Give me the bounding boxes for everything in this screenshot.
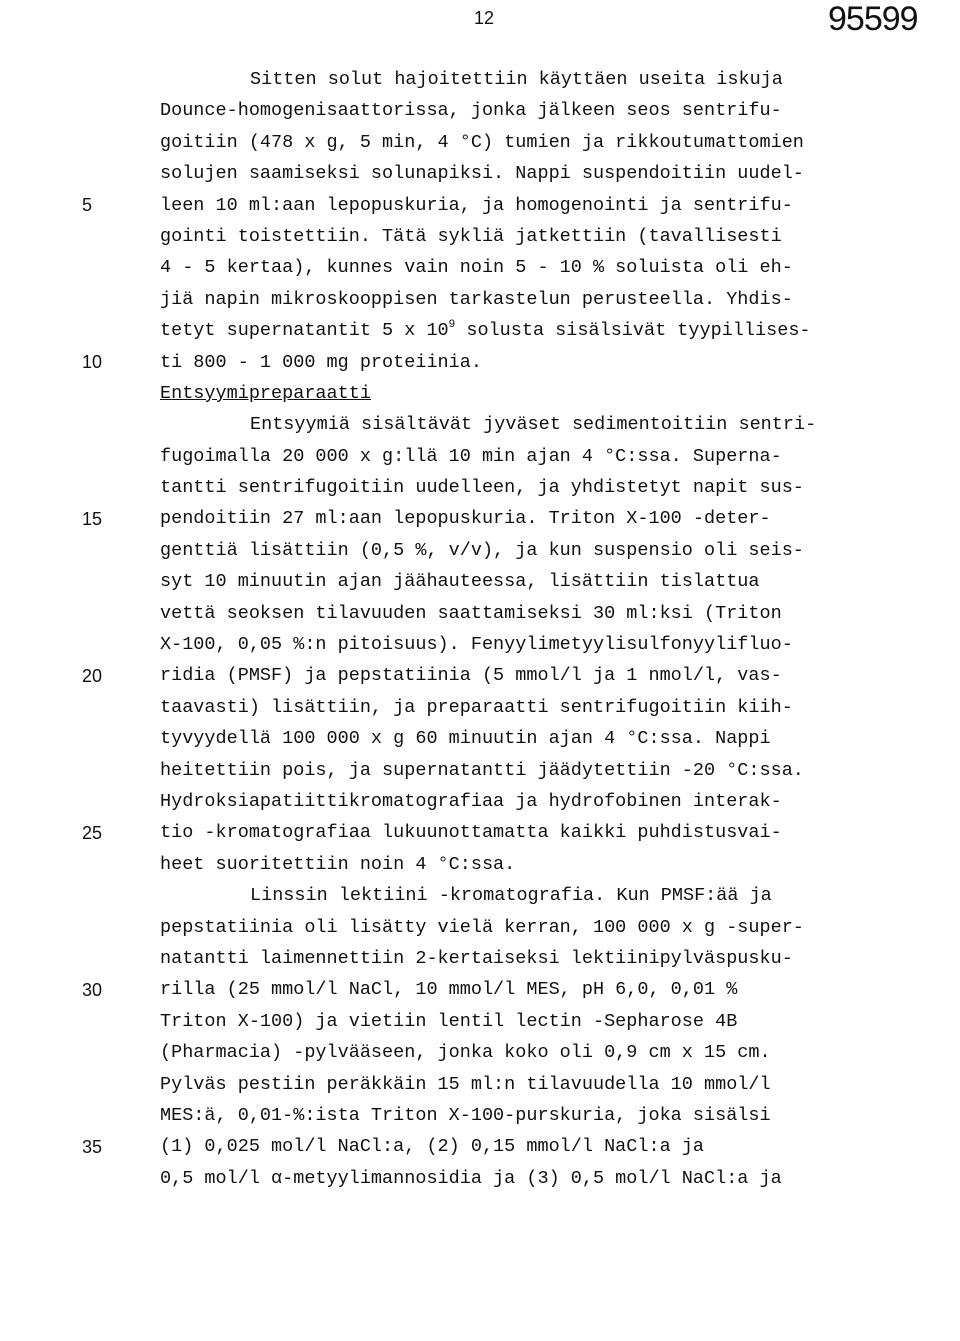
line-number-35: 35 [82, 1136, 103, 1157]
text-line: syt 10 minuutin ajan jäähauteessa, lisättiin tislattua [160, 571, 760, 593]
text-line: Hydroksiapatiittikromatografiaa ja hydrofobinen interak- [160, 790, 782, 812]
line-number-5: 5 [82, 194, 93, 215]
line-number-15: 15 [82, 508, 103, 529]
text-line: ridia (PMSF) ja pepstatiinia (5 mmol/l ja 1 nmol/l, vas- [160, 665, 782, 687]
text-line: tio -kromatografiaa lukuunottamatta kaikki puhdistusvai- [160, 822, 782, 844]
text-line: solujen saamiseksi solunapiksi. Nappi suspendoitiin uudel- [160, 163, 804, 185]
text-line: pendoitiin 27 ml:aan lepopuskuria. Triton X-100 -deter- [160, 508, 771, 530]
text-line: taavasti) lisättiin, ja preparaatti sentrifugoitiin kiih- [160, 696, 793, 718]
text-line: 0,5 mol/l α-metyylimannosidia ja (3) 0,5 mol/l NaCl:a ja [160, 1167, 782, 1189]
text-line: tantti sentrifugoitiin uudelleen, ja yhdistetyt napit sus- [160, 477, 804, 499]
line-number-10: 10 [82, 351, 103, 372]
line-number-30: 30 [82, 979, 103, 1000]
text-line-with-exponent [160, 315, 920, 346]
text-line: tyvyydellä 100 000 x g 60 minuutin ajan 4 °C:ssa. Nappi [160, 728, 771, 750]
section-heading: Entsyymipreparaatti [160, 382, 371, 404]
exponent: 9 [448, 319, 456, 332]
text-line: (1) 0,025 mol/l NaCl:a, (2) 0,15 mmol/l NaCl:a ja [160, 1136, 704, 1158]
text-line: X-100, 0,05 %:n pitoisuus). Fenyylimetyylisulfonyylifluo- [160, 634, 793, 656]
text-line: genttiä lisättiin (0,5 %, v/v), ja kun suspensio oli seis- [160, 539, 804, 561]
text-line: natantti laimennettiin 2-kertaiseksi lektiinipylväspusku- [160, 947, 793, 969]
text-line: heet suoritettiin noin 4 °C:ssa. [160, 853, 516, 875]
text-line: Entsyymiä sisältävät jyväset sedimentoitiin sentri- [250, 414, 817, 436]
page-number: 12 [474, 8, 495, 28]
text-line: Triton X-100) ja vietiin lentil lectin -Sepharose 4B [160, 1010, 738, 1032]
text-line: MES:ä, 0,01-%:ista Triton X-100-purskuria, joka sisälsi [160, 1104, 771, 1126]
text-line: goitiin (478 x g, 5 min, 4 °C) tumien ja rikkoutumattomien [160, 131, 804, 153]
text-line: ti 800 - 1 000 mg proteiinia. [160, 351, 482, 373]
line-number-20: 20 [82, 665, 103, 686]
text-line: Pylväs pestiin peräkkäin 15 ml:n tilavuudella 10 mmol/l [160, 1073, 771, 1095]
text-line: fugoimalla 20 000 x g:llä 10 min ajan 4 °C:ssa. Superna- [160, 445, 782, 467]
text-line: (Pharmacia) -pylvääseen, jonka koko oli 0,9 cm x 15 cm. [160, 1042, 771, 1064]
text-line: vettä seoksen tilavuuden saattamiseksi 30 ml:ksi (Triton [160, 602, 782, 624]
text-segment: solusta sisälsivät tyypillises- [455, 320, 811, 342]
text-line: rilla (25 mmol/l NaCl, 10 mmol/l MES, pH 6,0, 0,01 % [160, 979, 738, 1001]
text-line: jiä napin mikroskooppisen tarkastelun perusteella. Yhdis- [160, 288, 793, 310]
text-line: heitettiin pois, ja supernatantti jäädytettiin -20 °C:ssa. [160, 759, 804, 781]
line-number-25: 25 [82, 822, 103, 843]
document-number: 95599 [828, 0, 918, 38]
text-line: leen 10 ml:aan lepopuskuria, ja homogenointi ja sentrifu- [160, 194, 793, 216]
text-line: Linssin lektiini -kromatografia. Kun PMSF:ää ja [250, 885, 772, 907]
text-line: Dounce-homogenisaattorissa, jonka jälkeen seos sentrifu- [160, 100, 782, 122]
text-line: gointi toistettiin. Tätä sykliä jatkettiin (tavallisesti [160, 225, 782, 247]
text-line: Sitten solut hajoitettiin käyttäen useita iskuja [250, 69, 783, 90]
text-segment: tetyt supernatantit 5 x 10 [160, 320, 449, 342]
text-line: pepstatiinia oli lisätty vielä kerran, 100 000 x g -super- [160, 916, 804, 938]
body-text [160, 64, 920, 1194]
text-line: 4 - 5 kertaa), kunnes vain noin 5 - 10 % soluista oli eh- [160, 257, 793, 279]
